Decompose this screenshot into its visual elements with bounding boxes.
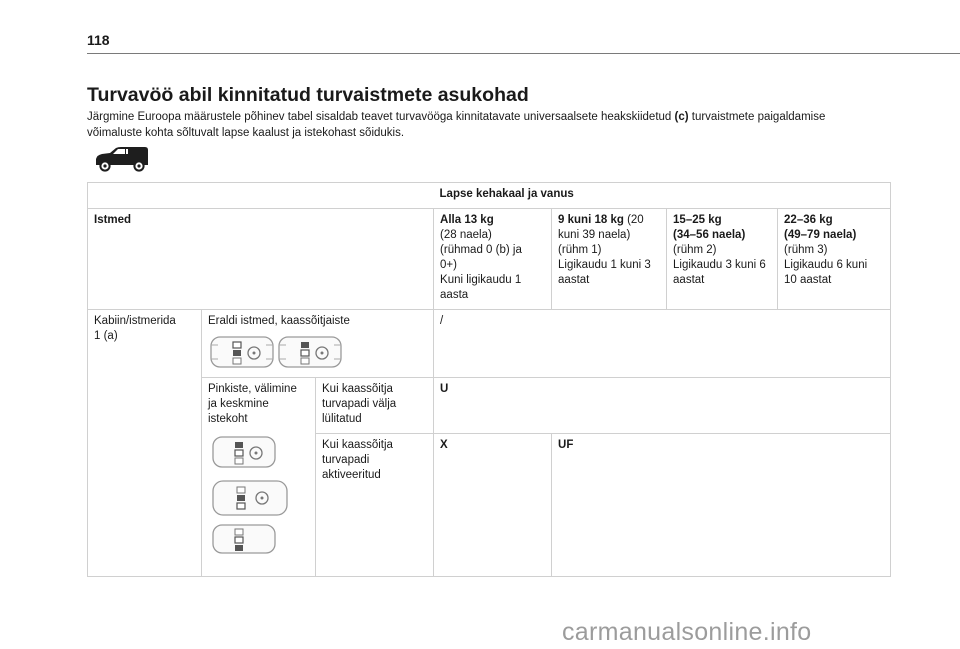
airbag-off-line: Kui kaassõitja (322, 383, 393, 395)
weight-class-line: (rühm 1) (558, 244, 602, 256)
middle-seats-line: Pinkiste, välimine (208, 383, 297, 395)
weight-class-title: 15–25 kg (673, 214, 722, 226)
weight-class-cell (552, 209, 667, 310)
airbag-off-value-cell: U (434, 378, 891, 434)
table-row (88, 310, 891, 378)
intro-paragraph (87, 109, 867, 141)
weight-class-title-2: (49–79 naela) (784, 229, 857, 241)
separate-seats-value-cell: / (434, 310, 891, 378)
group-header-cell: Lapse kehakaal ja vanus (434, 183, 891, 209)
weight-class-title: 9 kuni 18 kg (558, 214, 624, 226)
airbag-off-line: turvapadi välja (322, 398, 397, 410)
airbag-on-line: turvapadi (322, 454, 370, 466)
seat-position-diagram-icon (208, 433, 298, 555)
cabin-row-cell (88, 310, 202, 577)
weight-class-cell (778, 209, 891, 310)
weight-class-line: Kuni ligikaudu 1 (440, 274, 522, 286)
airbag-on-line: aktiveeritud (322, 469, 381, 481)
weight-class-line: Ligikaudu 3 kuni 6 (673, 259, 766, 271)
child-seat-table (87, 182, 891, 577)
middle-seats-cell (202, 378, 316, 577)
seats-header-cell: Istmed (88, 209, 434, 310)
airbag-on-line: Kui kaassõitja (322, 439, 393, 451)
intro-text-2: turvaistmete paigaldamise võimaluste kohta sõltuvalt lapse kaalust ja istekohast sõidukis. (87, 111, 826, 139)
weight-class-line: aastat (673, 274, 705, 286)
weight-class-line: aasta (440, 289, 469, 301)
middle-seats-line: ja keskmine (208, 398, 269, 410)
section-title: Turvavöö abil kinnitatud turvaistmete asukohad (87, 84, 529, 106)
airbag-off-cell (316, 378, 434, 434)
weight-class-line: (28 naela) (440, 229, 492, 241)
weight-class-line: 0+) (440, 259, 457, 271)
airbag-on-value-cell: X (434, 434, 552, 577)
cabin-row-line: Kabiin/istmerida (94, 315, 176, 327)
cab-layout-1 (213, 437, 275, 467)
weight-class-line: (rühm 3) (784, 244, 828, 256)
airbag-on-cell (316, 434, 434, 577)
cab-layout-left (211, 337, 273, 367)
van-icon (93, 146, 149, 172)
weight-class-title: 22–36 kg (784, 214, 833, 226)
table-row (88, 378, 891, 434)
weight-class-line: aastat (558, 274, 590, 286)
weight-class-title-2: (34–56 naela) (673, 229, 746, 241)
weight-class-title: Alla 13 kg (440, 214, 494, 226)
weight-class-line: 10 aastat (784, 274, 832, 286)
table-row (88, 209, 891, 310)
header-rule (87, 53, 960, 54)
cab-layout-right (279, 337, 341, 367)
table-row (88, 183, 891, 209)
weight-class-line: Ligikaudu 6 kuni (784, 259, 868, 271)
page-number: 118 (87, 32, 110, 48)
weight-class-line: kuni 39 naela) (558, 229, 631, 241)
middle-seats-line: istekoht (208, 413, 248, 425)
cab-layout-3 (213, 525, 275, 553)
intro-text-1: Järgmine Euroopa määrustele põhinev tabel sisaldab teavet turvavööga kinnitatavate universaalsete heakskiidetud (87, 111, 675, 123)
weight-class-cell (434, 209, 552, 310)
separate-seats-label: Eraldi istmed, kaassõitjaiste (208, 315, 350, 327)
table-cell-empty (88, 183, 434, 209)
separate-seats-cell (202, 310, 434, 378)
weight-class-cell (667, 209, 778, 310)
airbag-on-value-cell: UF (552, 434, 891, 577)
watermark-text: carmanualsonline.info (562, 618, 812, 646)
intro-bold: (c) (674, 111, 689, 123)
cab-layout-2 (213, 481, 287, 515)
weight-class-line: Ligikaudu 1 kuni 3 (558, 259, 651, 271)
weight-class-inline: (20 (623, 214, 644, 226)
weight-class-line: (rühm 2) (673, 244, 717, 256)
weight-class-line: (rühmad 0 (b) ja (440, 244, 522, 256)
cabin-row-line: 1 (a) (94, 330, 118, 342)
airbag-off-line: lülitatud (322, 413, 362, 425)
seat-position-diagram-icon (208, 335, 346, 369)
